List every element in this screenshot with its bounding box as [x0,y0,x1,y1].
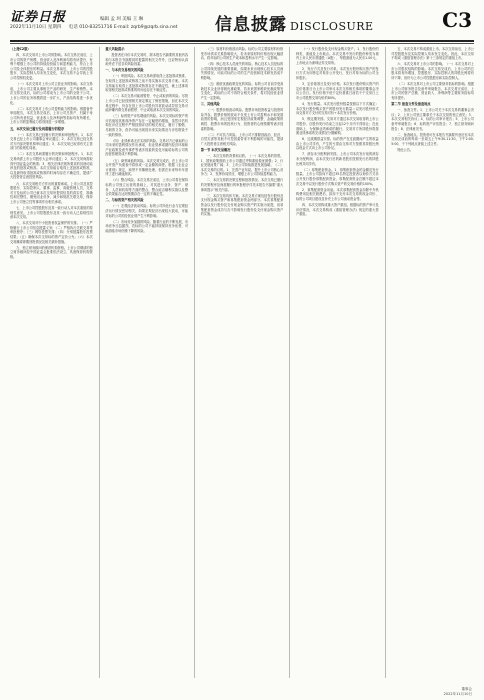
paragraph: （三）标的资产评估增值的风险。本次交易标的资产的评估值较其账面净资产存在一定幅度的增值，虽然评估机构在评估过程中严格按照评估的相关规定，履行了勤勉、尽职的义务，但仍可能出现因未来实际情况与评估假设不一致的情形。 [105,114,189,137]
paragraph: （四）核心技术人员流失的风险。核心技术人员是标的公司持续发展的重要基础，如果未来出现核心技术人员流失的情况，可能对标的公司的生产经营和技术研发造成不利影响。 [200,62,284,81]
section-heading: 第一节 本次交易概况 [200,147,231,152]
paragraph: （五）商誉减值的风险。本次交易完成后，在上市公司合并资产负债表中将形成一定金额的商誉。根据《企业会计准则》规定，商誉不作摊销处理，但需在未来每年年度终了进行减值测试。 [105,158,189,177]
paragraph: （二）本次交易可能被暂停、中止或取消的风险。尽管上市公司已经按照相关规定制定了保密措施，但在本次交易过程中，仍存在因上市公司股价异常波动或异常交易可能涉嫌内幕交易而暂停、中止或取消本次交易的风险。 [105,94,189,113]
paragraph: 2、募集配套资金用途。本次募集配套资金扣除中介机构费用及相关税费后，拟用于支付本次交易的现金对价、标的公司项目建设及补充上市公司流动资金等。 [295,187,379,201]
issue-date: 2022年11月10日 星期四 [10,25,62,30]
header-rule [10,40,474,42]
date-contact-line [10,24,183,30]
section-heading: 五、本次交易已履行及尚需履行的程序 [10,126,65,131]
newspaper-logo: 证券日报 [10,10,67,25]
paragraph: （一）股票价格波动风险。股票市场投资收益与投资风险并存。股票价格的波动不仅受上市公司盈利水平和发展前景的影响，而且受国家宏观经济政策调整、金融政策的调控、股票市场的投机行为、投资者的心理预期等诸多因素的影响。 [200,108,284,131]
editor-line: 编辑 孟 珂 美编 王 琳 [100,17,144,22]
paragraph: （二）不可抗力风险。上市公司不排除因政治、经济、自然灾害等其他不可控因素带来不利影响的可能性，提请广大投资者注意相关风险。 [200,132,284,146]
paragraph: （二）本次交易尚需履行的决策和审批程序。1、本次交易尚需上市公司股东大会审议通过；2、本次交易尚需取得中国证监会的核准；3、相关法律法规所要求的其他可能涉及的批准或核准。本次交易能否取得上述批准或核准，以及最终取得批准或核准的时间均存在不确定性，提请广大投资者注意投资风险。 [10,152,93,180]
section-title-en: DISCLOSURE [290,20,374,33]
signature-date: 2022年11月10日 [443,691,472,696]
text-column-4 [296,47,379,678]
paragraph: 一、本次交易的背景和目的。（一）本次交易的背景。1、国家政策鼓励上市公司通过并购重组做优做强；2、行业发展前景广阔；3、上市公司持续推进发展战略。（二）本次交易的目的。1、完善产业布局，提升上市公司核心竞争力；2、发挥协同效应，增强上市公司持续盈利能力。 [200,153,284,177]
paragraph: 八、本次交易对中小投资者权益保护的安排。（一）严格履行上市公司信息披露义务；（二）严格执行关联交易等审批程序；（三）网络投票安排；（四）分别披露股东投票结果；（五）确保本次交易标的资产定价公允；（六）本次交易摊薄即期回报情况及相关填补措施。 [10,221,93,244]
section-heading: 一、与本次交易相关的风险 [105,68,144,73]
paragraph: 投资者在评价本次交易时，除本报告书摘要的其他内容和与本报告书摘要同时披露的相关文件外，还应特别认真地考虑下述各项风险因素。 [105,53,189,67]
paragraph: 七、上市公司控股股东及其一致行动人对本次重组的原则性意见。上市公司控股股东及其一致行动人已原则性同意本次交易。 [10,206,93,220]
paragraph: （一）本次交易对上市公司主营业务的影响。本次交易前，上市公司主要从事相关产品的研发、生产和销售。本次交易完成后，标的公司将成为上市公司的全资子公司，上市公司的业务规模将进一步扩大，产品结构将进一步优化。 [10,82,93,105]
paragraph: （二）本次交易对上市公司盈利能力的影响。根据备考审阅报告，本次交易完成后，上市公司总资产、归属于母公司所有者权益、营业收入及净利润等指标均有所增长，上市公司的盈利能力将得到进一步增强。 [10,106,93,125]
paragraph: 特此公告。 [397,147,414,152]
paragraph: （一）本次交易已经履行的决策和审批程序。1、本次交易已经上市公司董事会审议通过；2、本次交易已经交易对方内部决策机构审议通过；3、本次交易已取得有关主管部门的原则性同意。 [10,132,93,151]
section-heading: （上接C2版） [10,47,31,51]
paragraph: 3、定价基准日及发行价格。本次发行股份购买资产的定价基准日为上市公司审议本次交易相关事项的董事会决议公告日。发行价格不低于定价基准日前若干个交易日上市公司股票交易均价的80%。 [295,82,379,100]
paragraph: 九、独立财务顾问的保荐机构资格。上市公司聘请的独立财务顾问经中国证监会批准依法设立，具备保荐机构资格。 [10,245,93,259]
article-columns [10,47,474,678]
paragraph: 一、备查文件。1、上市公司关于本次交易的董事会决议；2、上市公司独立董事关于本次交易的独立意见；3、本次交易相关协议；4、标的公司审计报告；5、上市公司备考审阅报告；6、标的资产评估报告；7、独立财务顾问报告；8、法律意见书。 [391,108,474,131]
paragraph: （六）整合风险。本次交易完成后，上市公司将在保持标的公司独立运营的基础上，对其进行业务、资产、财务、人员和机构等方面的整合，整合能否顺利实施以及整合效果能否达到预期存在一定的不确定性。 [105,178,189,197]
page-number: C3 [442,8,472,32]
contact-info: 电话 010-83251716 E-mail: zqrb9@zqrb.sina.net [68,25,178,30]
paragraph: （一）宏观经济波动风险。标的公司所处行业与宏观经济运行情况密切相关，如果宏观经济出现较大波动，可能对标的公司的经营业绩产生不利影响。 [105,204,189,218]
masthead [10,4,474,40]
paragraph: 六、本次交易对上市公司的影响。（一）本次交易对上市公司股权结构的影响。本次交易完成后，上市公司的总股本将有所增加，控股股东、实际控制人的持股比例将有所下降，但仍为上市公司控股股东和实际控制人。 [391,62,474,81]
paragraph: 4、发行数量。本次发行股份数量按照以下方式确定：本次发行股份购买资产的股份发行数量＝以发行股份形式向交易对方支付的交易对价÷本次发行价格。 [295,102,379,116]
signature-org: 董事会 [461,687,472,691]
paragraph: （二）本次交易对上市公司主要财务指标的影响。根据上市公司财务报告及备考审阅报告，本次交易完成后，上市公司的资产总额、营业收入、净利润等主要财务指标均有所提升。 [391,82,474,100]
paragraph: 四、本次交易构成重大资产重组。根据标的资产审计及评估情况，本次交易构成《重组管理办法》规定的重大资产重组。 [295,202,379,217]
paragraph: 5、锁定期安排。交易对方通过本次交易取得的上市公司股份，自股份发行结束之日起12个月内不得转让；在此基础上，为保障业绩承诺的履行，交易对方所持股份将按照业绩承诺的完成情况分期解锁。 [295,117,379,136]
column-divider [289,47,290,678]
paragraph: 四、本次交易对上市公司的影响。本次交易完成后，上市公司的资产规模、营业收入及净利润均将有所提升，有利于增强上市公司的持续经营能力和盈利能力，符合上市公司及全体股东的利益。本次交易前后，上市公司的控股股东、实际控制人均未发生变化，本次交易不会导致上市公司控制权变更。 [10,53,93,81]
paragraph: 三、本次交易具体方案。本次交易方案包括发行股份及支付现金购买资产和募集配套资金两部分。本次募集配套资金以发行股份及支付现金购买资产的实施为前提，但募集配套资金成功与否不影响发行股份及支付现金购买资产的实施。 [200,193,284,217]
text-column-2 [105,47,188,678]
section-heading: 第二节 备查文件及备查地点 [391,102,431,107]
paragraph: 二、备查地点。投资者可在本报告书摘要刊登后至本次交易完成前的每周一至周五上午9:30-11:30，下午2:00-5:00，于下列地点查阅上述文件。 [391,132,474,146]
paragraph: 7、滚存未分配利润安排。上市公司本次发行前的滚存未分配利润，由本次发行后的新老股东按照发行后的持股比例共同享有。 [295,152,379,166]
section-title-cn: 信息披露 [215,15,287,35]
paragraph: （三）原材料价格波动风险。标的公司主要原材料价格受市场供求关系影响较大，若未来原材料价格出现大幅波动，将对标的公司的生产成本和盈利水平产生一定影响。 [200,47,284,61]
text-column-3 [201,47,284,678]
column-divider [194,47,195,678]
paragraph: 6、过渡期损益安排。标的资产在过渡期间产生的收益由上市公司享有，产生的亏损由交易对方按照其持股比例以现金方式向上市公司补足。 [295,137,379,151]
paragraph: 2、发行方式及发行对象。本次发行股份购买资产的发行方式为向特定对象非公开发行，发行对象为标的公司全体股东。 [295,66,379,81]
paragraph: （二）募集配套资金。1、募集配套资金的金额及发行数量。上市公司拟向不超过35名特定投资者以询价方式非公开发行股份募集配套资金，募集配套资金总额不超过本次交易中以发行股份方式购买资产的交易价格的100%。 [295,167,379,186]
section-heading: 三、其他风险 [200,102,220,107]
paragraph: 六、本次交易相关方作出的重要承诺。上市公司及其控股股东、实际控制人、董事、监事、高级管理人员，交易对方及标的公司已就本次交易所提供信息的真实性、准确性和完整性，避免同业竞争，减少和规范关联交易，保持上市公司独立性等事项作出相关承诺。 [10,181,93,204]
text-column-5 [391,47,474,678]
paragraph: （四）业绩承诺无法实现的风险。交易对方已就标的公司未来的盈利情况作出承诺，但业绩承诺期内经济环境和产业政策及意外事件等诸多因素的变化可能给标的公司的经营管理造成不利影响。 [105,138,189,157]
paragraph: 二、本次交易的决策过程和批准情况。本次交易已履行的决策程序及尚需履行的审批程序详见本报告书摘要“重大事项提示”相关内容。 [200,178,284,192]
section-title [215,10,374,35]
header-rule-thin [10,43,474,44]
section-heading: 重大风险提示 [105,47,125,51]
paragraph: （一）审批风险。本次交易尚需取得上述批准或核准，在取得上述批准或核准之前不得实施本次交易方案。本次交易能否取得上述批准或核准存在不确定性，就上述事项取得相关批准或核准的时间也存在不确定性。 [105,74,189,93]
paragraph: （一）发行股份及支付现金购买资产。1、发行股份的种类、面值及上市地点。本次交易中发行的股份种类为境内上市人民币普通股（A股），每股面值为人民币1.00元，上市地点为深圳证券交易所。 [295,47,379,65]
text-column-1 [10,47,93,678]
paragraph: （二）市场竞争加剧的风险。随着行业的不断发展，市场竞争日趋激烈，若标的公司不能持续保持竞争优势，可能面临市场份额下降的风险。 [105,219,189,233]
section-heading: 二、与标的资产相关的风险 [105,198,144,203]
paragraph: （五）税收优惠政策变化的风险。标的公司目前享受高新技术企业所得税优惠政策，若未来国家税收优惠政策发生变化，或标的公司不再符合相关条件，将对其经营业绩产生一定影响。 [200,82,284,100]
signature-block [444,687,472,696]
column-divider [385,47,386,678]
column-divider [99,47,100,678]
paragraph: 五、本次交易不构成重组上市。本次交易前后，上市公司控股股东及实际控制人均未发生变化。因此，本次交易不构成《重组管理办法》第十三条规定的重组上市。 [391,47,474,61]
